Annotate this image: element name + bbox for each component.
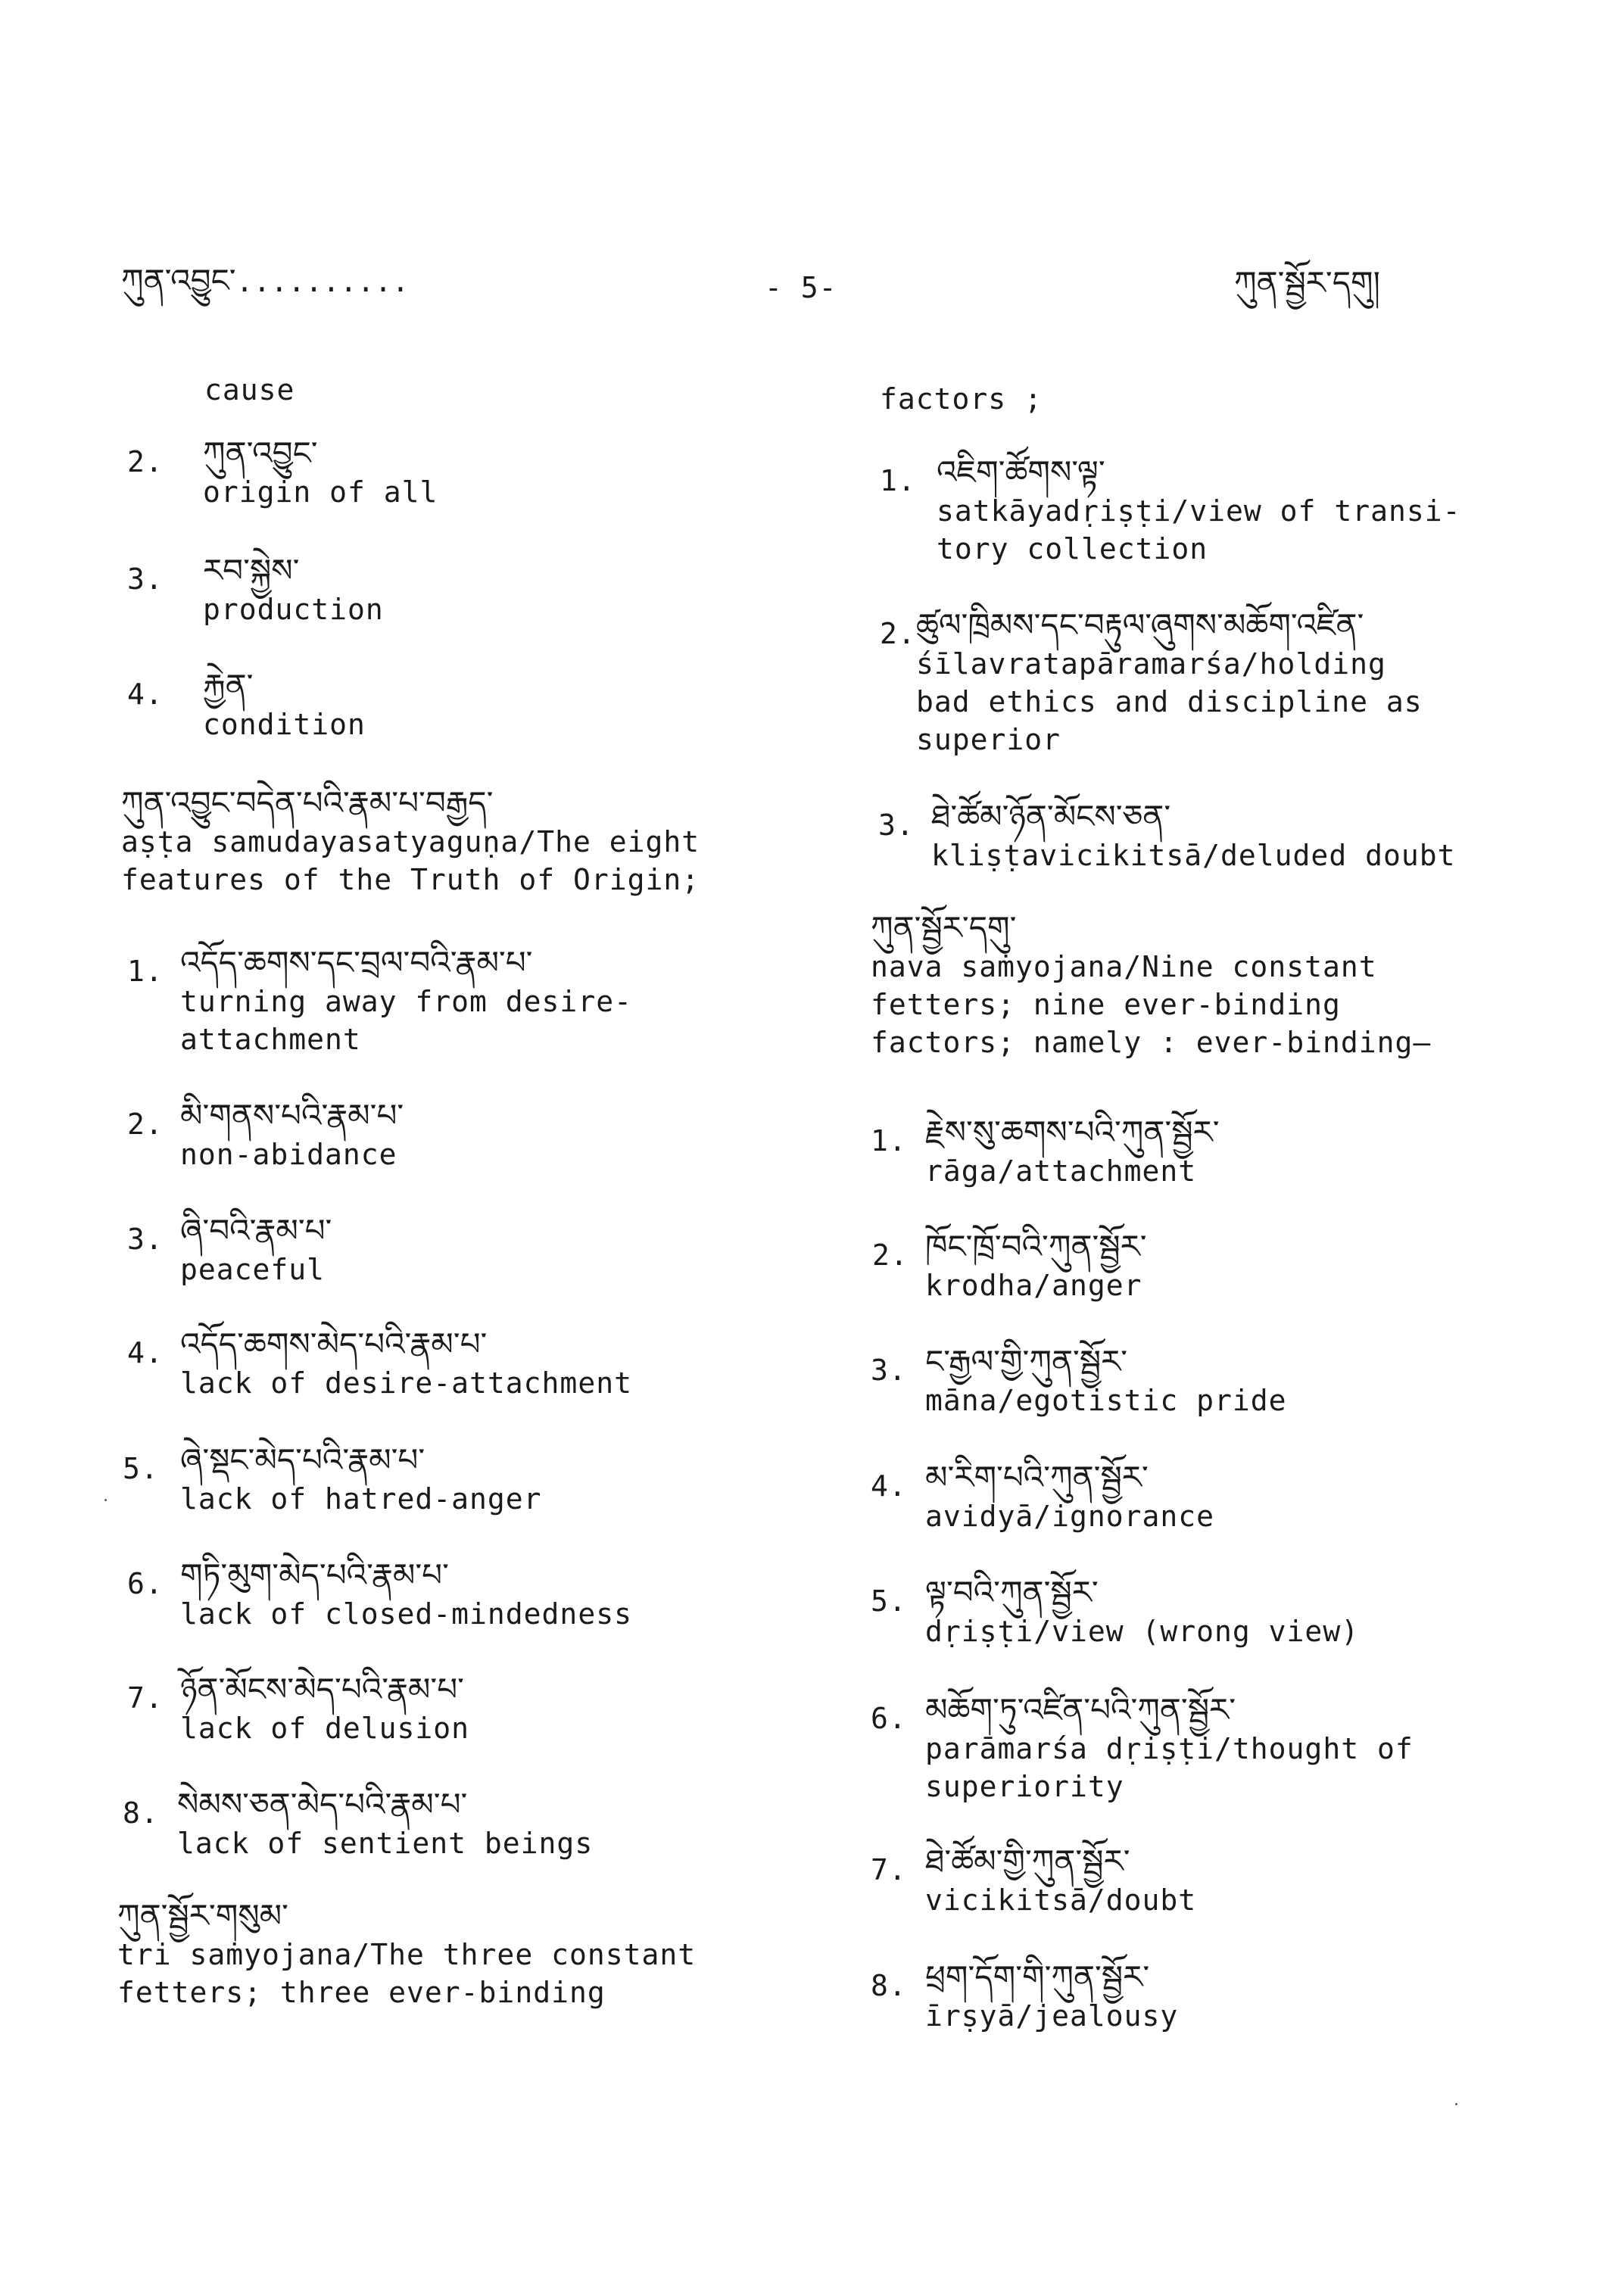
english-gloss: bad ethics and discipline as — [916, 685, 1423, 718]
heading-line: factors; namely : ever-binding— — [871, 1026, 1432, 1059]
scan-speck — [104, 1499, 107, 1501]
heading-line: nava saṁyojana/Nine constant — [871, 950, 1377, 983]
heading-line: tri saṁyojana/The three constant — [117, 1938, 697, 1971]
tibetan-term: རབ་སྐྱེས་ — [203, 552, 300, 589]
heading-tibetan: ཀུན་སྦྱོར་གསུམ་ — [117, 1897, 288, 1934]
header-left-tibetan: ཀུན་འབྱུང་.......... — [121, 262, 410, 299]
tibetan-term: མ་རིག་པའི་ཀུན་སྦྱོར་ — [925, 1459, 1149, 1496]
heading-line: aṣṭa samudayasatyaguṇa/The eight — [121, 825, 700, 858]
tibetan-term: ཁོང་ཁྲོ་བའི་ཀུན་སྦྱོར་ — [925, 1228, 1147, 1265]
item-number: 1. — [880, 464, 916, 497]
item-number: 6. — [871, 1702, 907, 1735]
tibetan-term: ཀུན་འབྱུང་ — [203, 435, 318, 472]
item-number: 1. — [871, 1124, 907, 1157]
heading-line: fetters; three ever-binding — [117, 1976, 606, 2009]
page-number: - 5- — [765, 271, 837, 304]
item-number: 3. — [127, 1223, 164, 1256]
english-gloss: non-abidance — [180, 1138, 397, 1171]
section-heading-eight-features — [121, 784, 700, 899]
english-gloss: condition — [203, 708, 366, 741]
english-gloss: dṛiṣṭi/view (wrong view) — [925, 1615, 1360, 1648]
item-number: 5. — [123, 1452, 159, 1485]
header-right-tibetan: ཀུན་སྦྱོར་དགུ། — [1234, 264, 1380, 301]
english-gloss: īrṣyā/jealousy — [925, 1999, 1179, 2033]
item-number: 7. — [871, 1853, 907, 1886]
heading-line: features of the Truth of Origin; — [121, 863, 700, 896]
tibetan-term: རྗེས་སུ་ཆགས་པའི་ཀུན་སྦྱོར་ — [925, 1114, 1220, 1151]
english-gloss: kliṣṭavicikitsā/deluded doubt — [931, 839, 1456, 872]
tibetan-term: འདོད་ཆགས་དང་བྲལ་བའི་རྣམ་པ་ — [180, 944, 533, 981]
tibetan-term: འཇིག་ཚོགས་ལྟ་ — [937, 453, 1105, 491]
factors-text: factors ; — [880, 382, 1043, 416]
item-number: 6. — [127, 1567, 164, 1600]
item-number: 8. — [123, 1796, 159, 1830]
tibetan-term: འདོད་ཆགས་མེད་པའི་རྣམ་པ་ — [180, 1326, 488, 1363]
heading-tibetan: ཀུན་འབྱུང་བདེན་པའི་རྣམ་པ་བརྒྱད་ — [121, 784, 494, 821]
item-number: 7. — [127, 1681, 164, 1715]
english-gloss: satkāyadṛiṣṭi/view of transi- — [937, 494, 1461, 528]
english-gloss: superior — [916, 723, 1061, 756]
english-gloss: māna/egotistic pride — [925, 1384, 1287, 1417]
item-number: 8. — [871, 1969, 907, 2002]
item-number: 2. — [880, 617, 916, 650]
english-gloss: attachment — [180, 1023, 361, 1056]
tibetan-term: ཉོན་མོངས་མེད་པའི་རྣམ་པ་ — [180, 1671, 464, 1708]
cause-text: cause — [204, 373, 295, 407]
tibetan-term: ཕྲག་དོག་གི་ཀུན་སྦྱོར་ — [925, 1958, 1150, 1995]
english-gloss: śīlavratapāramarśa/holding — [916, 647, 1386, 681]
item-number: 2. — [127, 445, 164, 478]
section-heading-three-fetters — [117, 1896, 696, 2011]
item-number: 4. — [127, 678, 164, 711]
tibetan-term: སེམས་ཅན་མེད་པའི་རྣམ་པ་ — [177, 1786, 468, 1823]
tibetan-term: ང་རྒྱལ་གྱི་ཀུན་སྦྱོར་ — [925, 1343, 1128, 1380]
english-gloss: parāmarśa dṛiṣṭi/thought of — [925, 1732, 1414, 1765]
heading-line: fetters; nine ever-binding — [871, 988, 1341, 1021]
tibetan-term: རྐྱེན་ — [203, 667, 254, 704]
english-gloss: production — [203, 593, 384, 626]
item-number: 2. — [127, 1108, 164, 1141]
section-heading-nine-fetters — [871, 908, 1431, 1061]
tibetan-term: ཐེ་ཚོམ་གྱི་ཀུན་སྦྱོར་ — [925, 1843, 1130, 1880]
item-number: 3. — [871, 1354, 907, 1387]
english-gloss: origin of all — [203, 475, 438, 509]
english-gloss: lack of sentient beings — [177, 1827, 594, 1860]
tibetan-term: གཏི་མུག་མེད་པའི་རྣམ་པ་ — [180, 1556, 449, 1594]
tibetan-term: མི་གནས་པའི་རྣམ་པ་ — [180, 1097, 404, 1134]
english-gloss: krodha/anger — [925, 1269, 1142, 1302]
item-number: 3. — [127, 562, 164, 596]
english-gloss: peaceful — [180, 1253, 326, 1286]
item-number: 3. — [878, 808, 915, 842]
tibetan-term: མཆོག་ཏུ་འཛིན་པའི་ཀུན་སྦྱོར་ — [925, 1691, 1236, 1728]
english-gloss: tory collection — [937, 532, 1208, 565]
scan-speck — [1455, 2103, 1457, 2105]
tibetan-term: ཞི་བའི་རྣམ་པ་ — [180, 1212, 332, 1249]
tibetan-term: ཐེ་ཚོམ་ཉོན་མོངས་ཅན་ — [931, 798, 1171, 835]
english-gloss: turning away from desire- — [180, 985, 632, 1018]
header-left-dots: .......... — [235, 265, 410, 298]
tibetan-term: ཚུལ་ཁྲིམས་དང་བརྟུལ་ཞུགས་མཆོག་འཛིན་ — [916, 606, 1364, 643]
english-gloss: rāga/attachment — [925, 1154, 1197, 1188]
item-number: 4. — [127, 1336, 164, 1369]
english-gloss: vicikitsā/doubt — [925, 1883, 1197, 1917]
item-number: 4. — [871, 1469, 907, 1503]
english-gloss: lack of delusion — [180, 1712, 470, 1745]
english-gloss: superiority — [925, 1770, 1124, 1803]
item-number: 5. — [871, 1584, 907, 1618]
english-gloss: lack of desire-attachment — [180, 1366, 632, 1400]
item-number: 2. — [872, 1238, 909, 1272]
english-gloss: lack of hatred-anger — [180, 1482, 542, 1516]
heading-tibetan: ཀུན་སྦྱོར་དགུ་ — [871, 909, 1017, 946]
tibetan-term: ལྟ་བའི་ཀུན་སྦྱོར་ — [925, 1574, 1099, 1611]
english-gloss: lack of closed-mindedness — [180, 1597, 632, 1631]
english-gloss: avidyā/ignorance — [925, 1500, 1215, 1533]
tibetan-term: ཞེ་སྡང་མེད་པའི་རྣམ་པ་ — [180, 1441, 425, 1478]
item-number: 1. — [127, 955, 164, 988]
